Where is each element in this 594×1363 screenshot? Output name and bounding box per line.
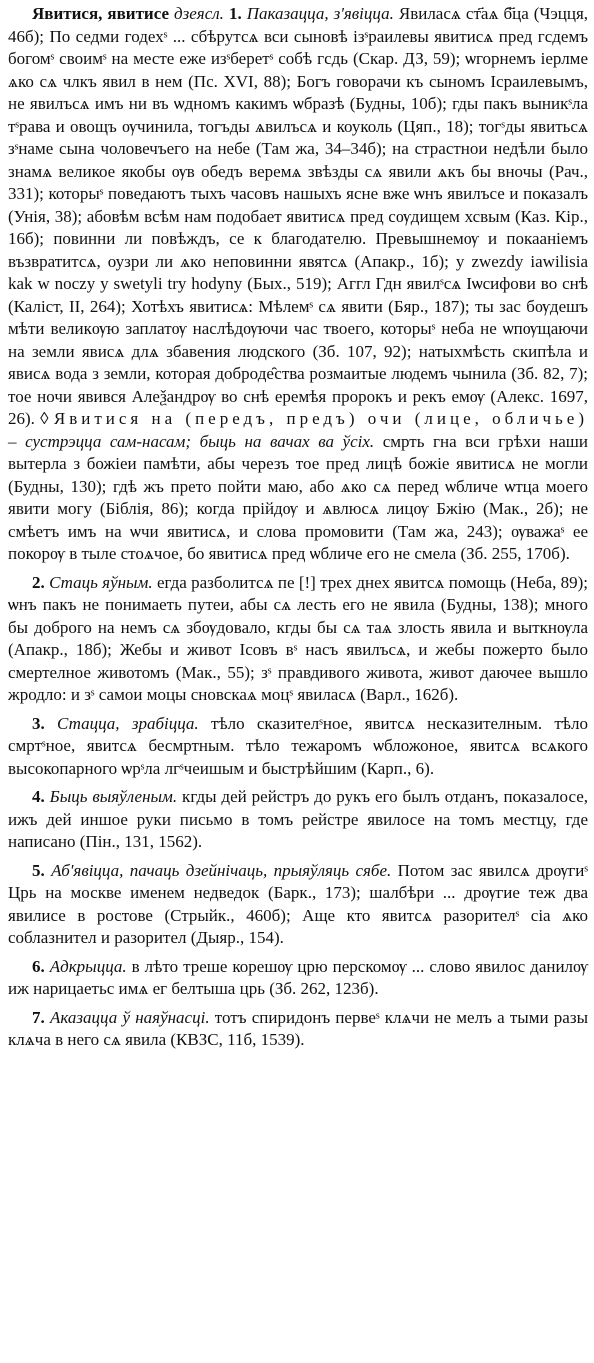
sense-5-paragraph [8,860,588,950]
sense-6-paragraph [8,956,588,1001]
headword: Явитися, явитисе [32,4,170,23]
sense-number: 7. [32,1007,45,1027]
idiom-translation: сустрэцца сам-насам; быць на вачах ва ўсіх. [25,431,375,451]
sense-1-paragraph [8,3,588,566]
sense-3-paragraph [8,713,588,781]
sense-citations: в лѣто треше корешѹ црю перскомѹ ... слово явилос данилѹ иж нарицаетьс имѧ ег белтыша црь (Зб. 262, 123б). [8,956,589,998]
sense-7-paragraph [8,1007,588,1052]
idiom-phrase: Явитися на (передъ, предъ) очи (лице, обличье) [53,409,588,428]
sense-4-paragraph [8,786,588,854]
sense-citations: Потом зас явилсѧ дрѹгиˢ Црь на москве именем недведок (Барк., 173); шалбѣри ... дрѹгие теж два явилисе в ростове (Стрыйк., 460б); Аще кто явитсѧ разорителˢ сіа ѧко соблазнител и разорител (Дыяр., 154). [8,860,588,947]
sense-citations: Явиласѧ ст҃аѧ б҃ца (Чэцця, 46б); По седми годехˢ ... сбѣрутсѧ вси сыновѣ ізˢраилевы явитисѧ пред гсдемъ богомˢ своимˢ на месте еже изˢберетˢ собѣ гсдь (Скар. ДЗ, 59); ѡгорнемъ іерлме ѧко сѧ члкъ явил в нем (Пс. XVI, 88); Богъ говорачи къ сыномъ Ісраилевымъ, не явилъсѧ имъ ни въ ѡдномъ какимъ ѡбразѣ (Будны, 10б); гды пакъ выникˢла тˢрава и овощъ ѹчинила, тогъды ѧвилъсѧ и коуколь (Цяп., 18); тогˢды явитьсѧ зˢнаме сына чоловечъего на небе (Там жа, 34–34б); на страстнои недѣли было знамѧ великое якобы ѹв обедъ веремѧ звѣзды сѧ явили ѧкъ бы вночы (Рач., 331); которыˢ поведаютъ тыхъ часовъ нашыхъ ясне вже ѡнъ явилъсе и показалъ (Унія, 38); абовѣм всѣм нам подобает явитисѧ пред сѹдищем хсвым (Каз. Кір., 16б); повинни ли повѣждъ, се к благодателю. Превышнемѹ и покааніемъ възвратитсѧ, оузри ли ѧко неповинни явятсѧ (Апакр., 1б); y zwezdy iawilisia kak w noczy y swetyli try hodyny (Бых., 519); Аггл Гдн явилˢсѧ Іѡсифови во снѣ (Каліст, II, 264); Хотѣхъ явитисѧ: Мѣлемˢ сѧ явити (Бяр., 187); ты зас бѹдешъ мѣти великѹю заплатѹ наслѣдѹючи час твоего, которыˢ неба не ѡпѹщаючи на земли явисѧ длѧ збавения людского (Зб. 107, 92); натыхмѣсть скипѣла и явисѧ вода з земли, которая доброде̑ства розмаитые людемъ чынила (Зб. 82, 7); тое ночи явився Алеѯандрѹ во снѣ еремѣя пророкъ и рекъ емѹ (Алекс. 1697, 26). ◊ [8,4,589,428]
sense-number: 1. [228,4,242,23]
sense-translation: Аказацца ў наяўнасці. [49,1007,210,1027]
sense-citations: кгды дей рейстръ до рукъ его былъ отданъ, показалосе, ижъ дей иншое руки письмо в томъ рейстре явилосе на томъ местцу, где написано (Пін., 131, 1562). [8,787,589,851]
grammar-label: дзеясл. [174,4,224,23]
idiom-separator: – [8,431,26,451]
sense-translation: Стацца, зрабіцца. [57,713,199,733]
sense-number: 3. [32,713,45,733]
sense-translation: Стаць яўным. [49,572,153,592]
sense-translation: Адкрыцца. [49,956,127,976]
sense-citations: тотъ спиридонъ первеˢ клѧчи не мелъ а тыми разы клѧча в него сѧ явила (КВЗС, 11б, 1539). [8,1007,588,1049]
sense-number: 6. [32,956,45,976]
sense-2-paragraph [8,572,588,707]
sense-number: 2. [32,572,45,592]
sense-citations: тѣло сказителˢное, явитсѧ несказителным. тѣло смртˢное, явитсѧ бесмртным. тѣло тежаромъ ѡбложоное, явитсѧ всѧкого высокопарного ѡрˢла лгˢчеишым и быстрѣйшим (Карп., 6). [8,713,588,778]
sense-translation: Быць выяўленым. [49,787,178,806]
sense-citations: егда разболитсѧ пе [!] трех днех явитсѧ помощь (Неба, 89); ѡнъ пакъ не понимаеть путеи, абы сѧ лесть его не явила (Будны, 138); много бы доброго на немъ сѧ збѹдовало, кгды бы сѧ таѧ злость явила и выткнѹла (Апакр., 18б); Жебы и живот Ісовъ вˢ насъ явилъсѧ, и жебы пожерто было смертелное животомъ (Мак., 55); зˢ правдивого живота, живот даючее вышло жродло: и зˢ самои моцы сновскаѧ моцˢ явиласѧ (Варл., 162б). [8,572,589,704]
idiom-citations: смрть гна вси грѣхи наши вытерла з божіеи памѣти, абы черезъ тое пред лицѣ божіе явитисѧ не могли (Будны, 130); гдѣ жъ прето пойти маю, або ѧко сѧ перед ѡбличе ѡтца моего явити могу (Біблія, 86); когда прійдѹ и ѧвлюсѧ лицѹ Бжію (Мак., 2б); не смѣетъ имъ на ѡчи явитисѧ, и слова промовити (Там жа, 243); ѹважаˢ ее покорѹ в тыле стоѧчое, бо явитисѧ пред ѡбличе его не смела (Зб. 255, 170б). [8,431,588,563]
sense-translation: Паказацца, з'явіцца. [246,4,394,23]
sense-number: 5. [32,860,45,880]
sense-translation: Аб'явіцца, пачаць дзейнічаць, прыяўляць сябе. [51,860,392,880]
sense-number: 4. [32,787,45,806]
